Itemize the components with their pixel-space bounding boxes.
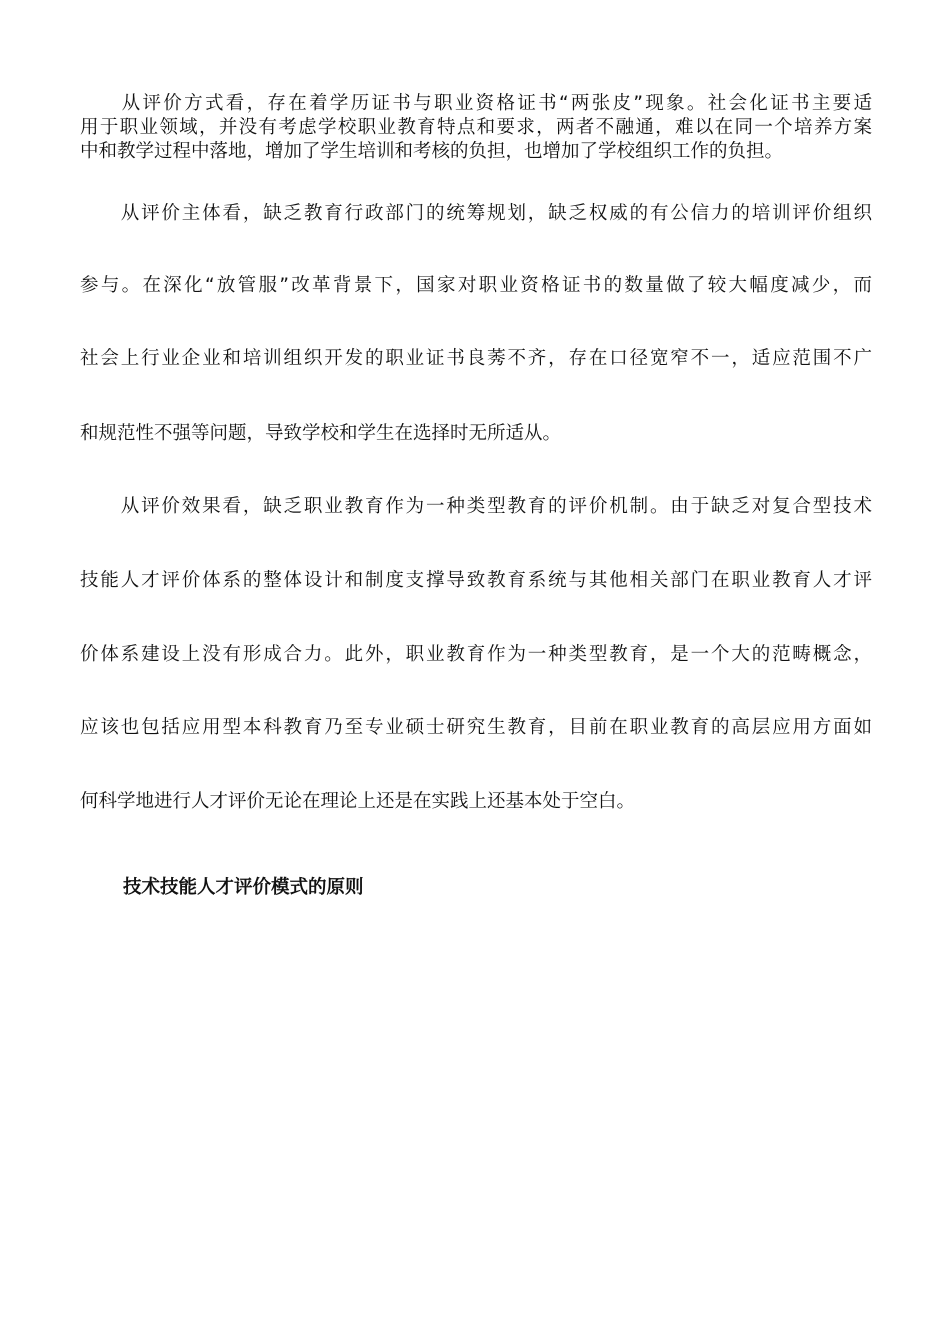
paragraph-2-line-2: 参与。在深化“放管服”改革背景下，国家对职业资格证书的数量做了较大幅度减少，而	[80, 275, 872, 296]
paragraph-3-line-5: 何科学地进行人才评价无论在理论上还是在实践上还基本处于空白。	[80, 791, 636, 812]
paragraph-3-line-2: 技能人才评价体系的整体设计和制度支撑导致教育系统与其他相关部门在职业教育人才评	[80, 570, 872, 591]
paragraph-2-line-4: 和规范性不强等问题，导致学校和学生在选择时无所适从。	[80, 423, 562, 444]
section-heading: 技术技能人才评价模式的原则	[123, 877, 364, 898]
paragraph-1-line-2: 用于职业领域，并没有考虑学校职业教育特点和要求，两者不融通，难以在同一个培养方案	[80, 117, 872, 138]
paragraph-1-line-3: 中和教学过程中落地，增加了学生培训和考核的负担，也增加了学校组织工作的负担。	[80, 141, 784, 162]
paragraph-2-line-3: 社会上行业企业和培训组织开发的职业证书良莠不齐，存在口径宽窄不一，适应范围不广	[80, 348, 872, 369]
paragraph-2-line-1: 从评价主体看，缺乏教育行政部门的统筹规划，缺乏权威的有公信力的培训评价组织	[80, 203, 872, 224]
paragraph-3-line-1: 从评价效果看，缺乏职业教育作为一种类型教育的评价机制。由于缺乏对复合型技术	[80, 496, 872, 517]
paragraph-3-line-3: 价体系建设上没有形成合力。此外，职业教育作为一种类型教育，是一个大的范畴概念，	[80, 644, 872, 665]
paragraph-3-line-4: 应该也包括应用型本科教育乃至专业硕士研究生教育，目前在职业教育的高层应用方面如	[80, 717, 872, 738]
paragraph-1-line-1: 从评价方式看，存在着学历证书与职业资格证书“两张皮”现象。社会化证书主要适	[80, 93, 872, 114]
